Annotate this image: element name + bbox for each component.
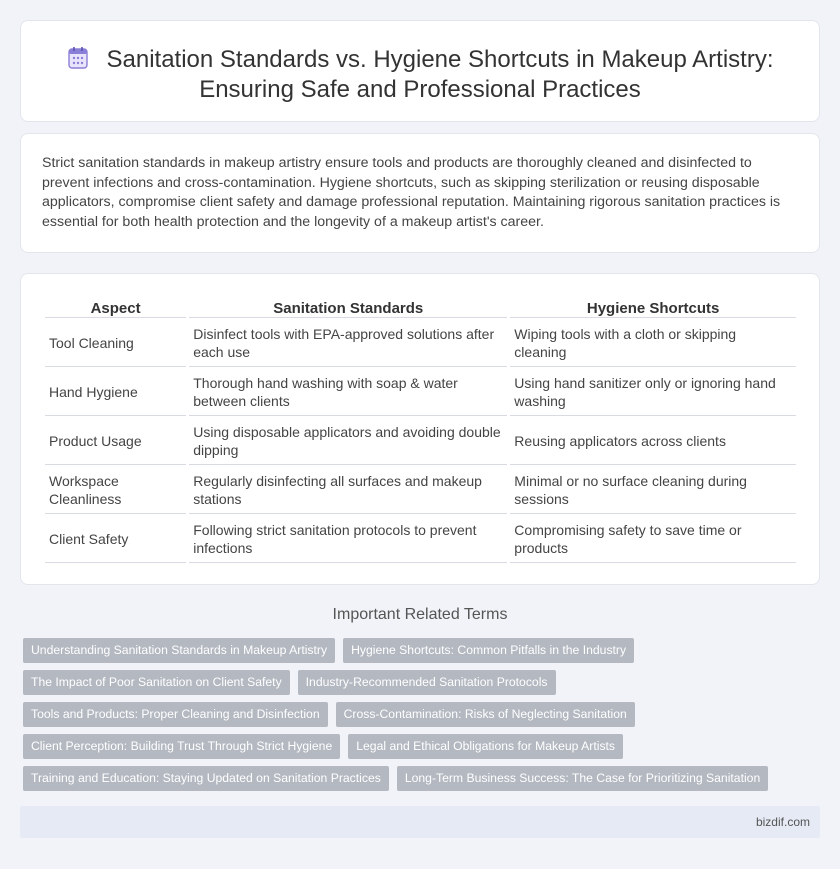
related-term-tag[interactable]: Client Perception: Building Trust Through Strict Hygiene bbox=[23, 734, 340, 759]
title-text-line-1: Sanitation Standards vs. Hygiene Shortcuts in Makeup Artistry: bbox=[106, 46, 774, 73]
table-cell-aspect: Workspace Cleanliness bbox=[45, 467, 186, 514]
related-term-tag[interactable]: Cross-Contamination: Risks of Neglecting Sanitation bbox=[336, 702, 635, 727]
table-row bbox=[45, 369, 796, 416]
related-term-tag[interactable]: The Impact of Poor Sanitation on Client Safety bbox=[23, 670, 290, 695]
intro-paragraph: Strict sanitation standards in makeup artistry ensure tools and products are thoroughly cleaned and disinfected to prevent infections and cross-contamination. Hygiene shortcuts, such as skipping sterilization or reusing disposable applicators, compromise client safety and damage professional reputation. Maintaining rigorous sanitation practices is essential for both health protection and the longevity of a makeup artist's career. bbox=[42, 155, 781, 231]
table-cell-aspect: Product Usage bbox=[45, 418, 186, 465]
table-cell-shortcut: Reusing applicators across clients bbox=[510, 418, 796, 465]
table-cell-aspect: Client Safety bbox=[45, 516, 186, 563]
table-row bbox=[45, 418, 796, 465]
related-term-tag[interactable]: Understanding Sanitation Standards in Makeup Artistry bbox=[23, 638, 335, 663]
table-cell-aspect: Tool Cleaning bbox=[45, 320, 186, 367]
table-cell-sanitation: Thorough hand washing with soap & water between clients bbox=[189, 369, 507, 416]
related-term-tag[interactable]: Training and Education: Staying Updated on Sanitation Practices bbox=[23, 766, 389, 791]
table-cell-sanitation: Disinfect tools with EPA-approved solutions after each use bbox=[189, 320, 507, 367]
column-header-sanitation: Sanitation Standards bbox=[189, 299, 507, 318]
page-title bbox=[21, 45, 819, 105]
table-row bbox=[45, 516, 796, 563]
table-cell-aspect: Hand Hygiene bbox=[45, 369, 186, 416]
table-cell-shortcut: Wiping tools with a cloth or skipping cleaning bbox=[510, 320, 796, 367]
comparison-card bbox=[20, 273, 820, 585]
related-term-tag[interactable]: Legal and Ethical Obligations for Makeup Artists bbox=[348, 734, 623, 759]
related-terms-heading: Important Related Terms bbox=[332, 606, 508, 623]
table-row bbox=[45, 320, 796, 367]
table-row bbox=[45, 467, 796, 514]
page-title-line-1 bbox=[21, 45, 819, 75]
calendar-doc-icon bbox=[67, 46, 89, 70]
footer-site-link[interactable]: bizdif.com bbox=[755, 815, 810, 829]
table-cell-sanitation: Regularly disinfecting all surfaces and makeup stations bbox=[189, 467, 507, 514]
table-cell-shortcut: Using hand sanitizer only or ignoring hand washing bbox=[510, 369, 796, 416]
table-cell-sanitation: Using disposable applicators and avoiding double dipping bbox=[189, 418, 507, 465]
related-term-tag[interactable]: Tools and Products: Proper Cleaning and Disinfection bbox=[23, 702, 328, 727]
intro-card bbox=[20, 133, 820, 253]
column-header-shortcuts: Hygiene Shortcuts bbox=[510, 299, 796, 318]
header-card bbox=[20, 20, 820, 122]
title-text-line-2: Ensuring Safe and Professional Practices bbox=[199, 76, 641, 103]
table-header-row bbox=[45, 299, 796, 318]
table-cell-shortcut: Compromising safety to save time or products bbox=[510, 516, 796, 563]
related-term-tag[interactable]: Hygiene Shortcuts: Common Pitfalls in the Industry bbox=[343, 638, 634, 663]
related-terms-list bbox=[23, 638, 813, 798]
related-term-tag[interactable]: Long-Term Business Success: The Case for Prioritizing Sanitation bbox=[397, 766, 768, 791]
table-cell-sanitation: Following strict sanitation protocols to prevent infections bbox=[189, 516, 507, 563]
table-cell-shortcut: Minimal or no surface cleaning during sessions bbox=[510, 467, 796, 514]
related-term-tag[interactable]: Industry-Recommended Sanitation Protocols bbox=[298, 670, 556, 695]
footer-bar bbox=[20, 806, 820, 838]
column-header-aspect: Aspect bbox=[45, 299, 186, 318]
comparison-table bbox=[42, 297, 799, 565]
